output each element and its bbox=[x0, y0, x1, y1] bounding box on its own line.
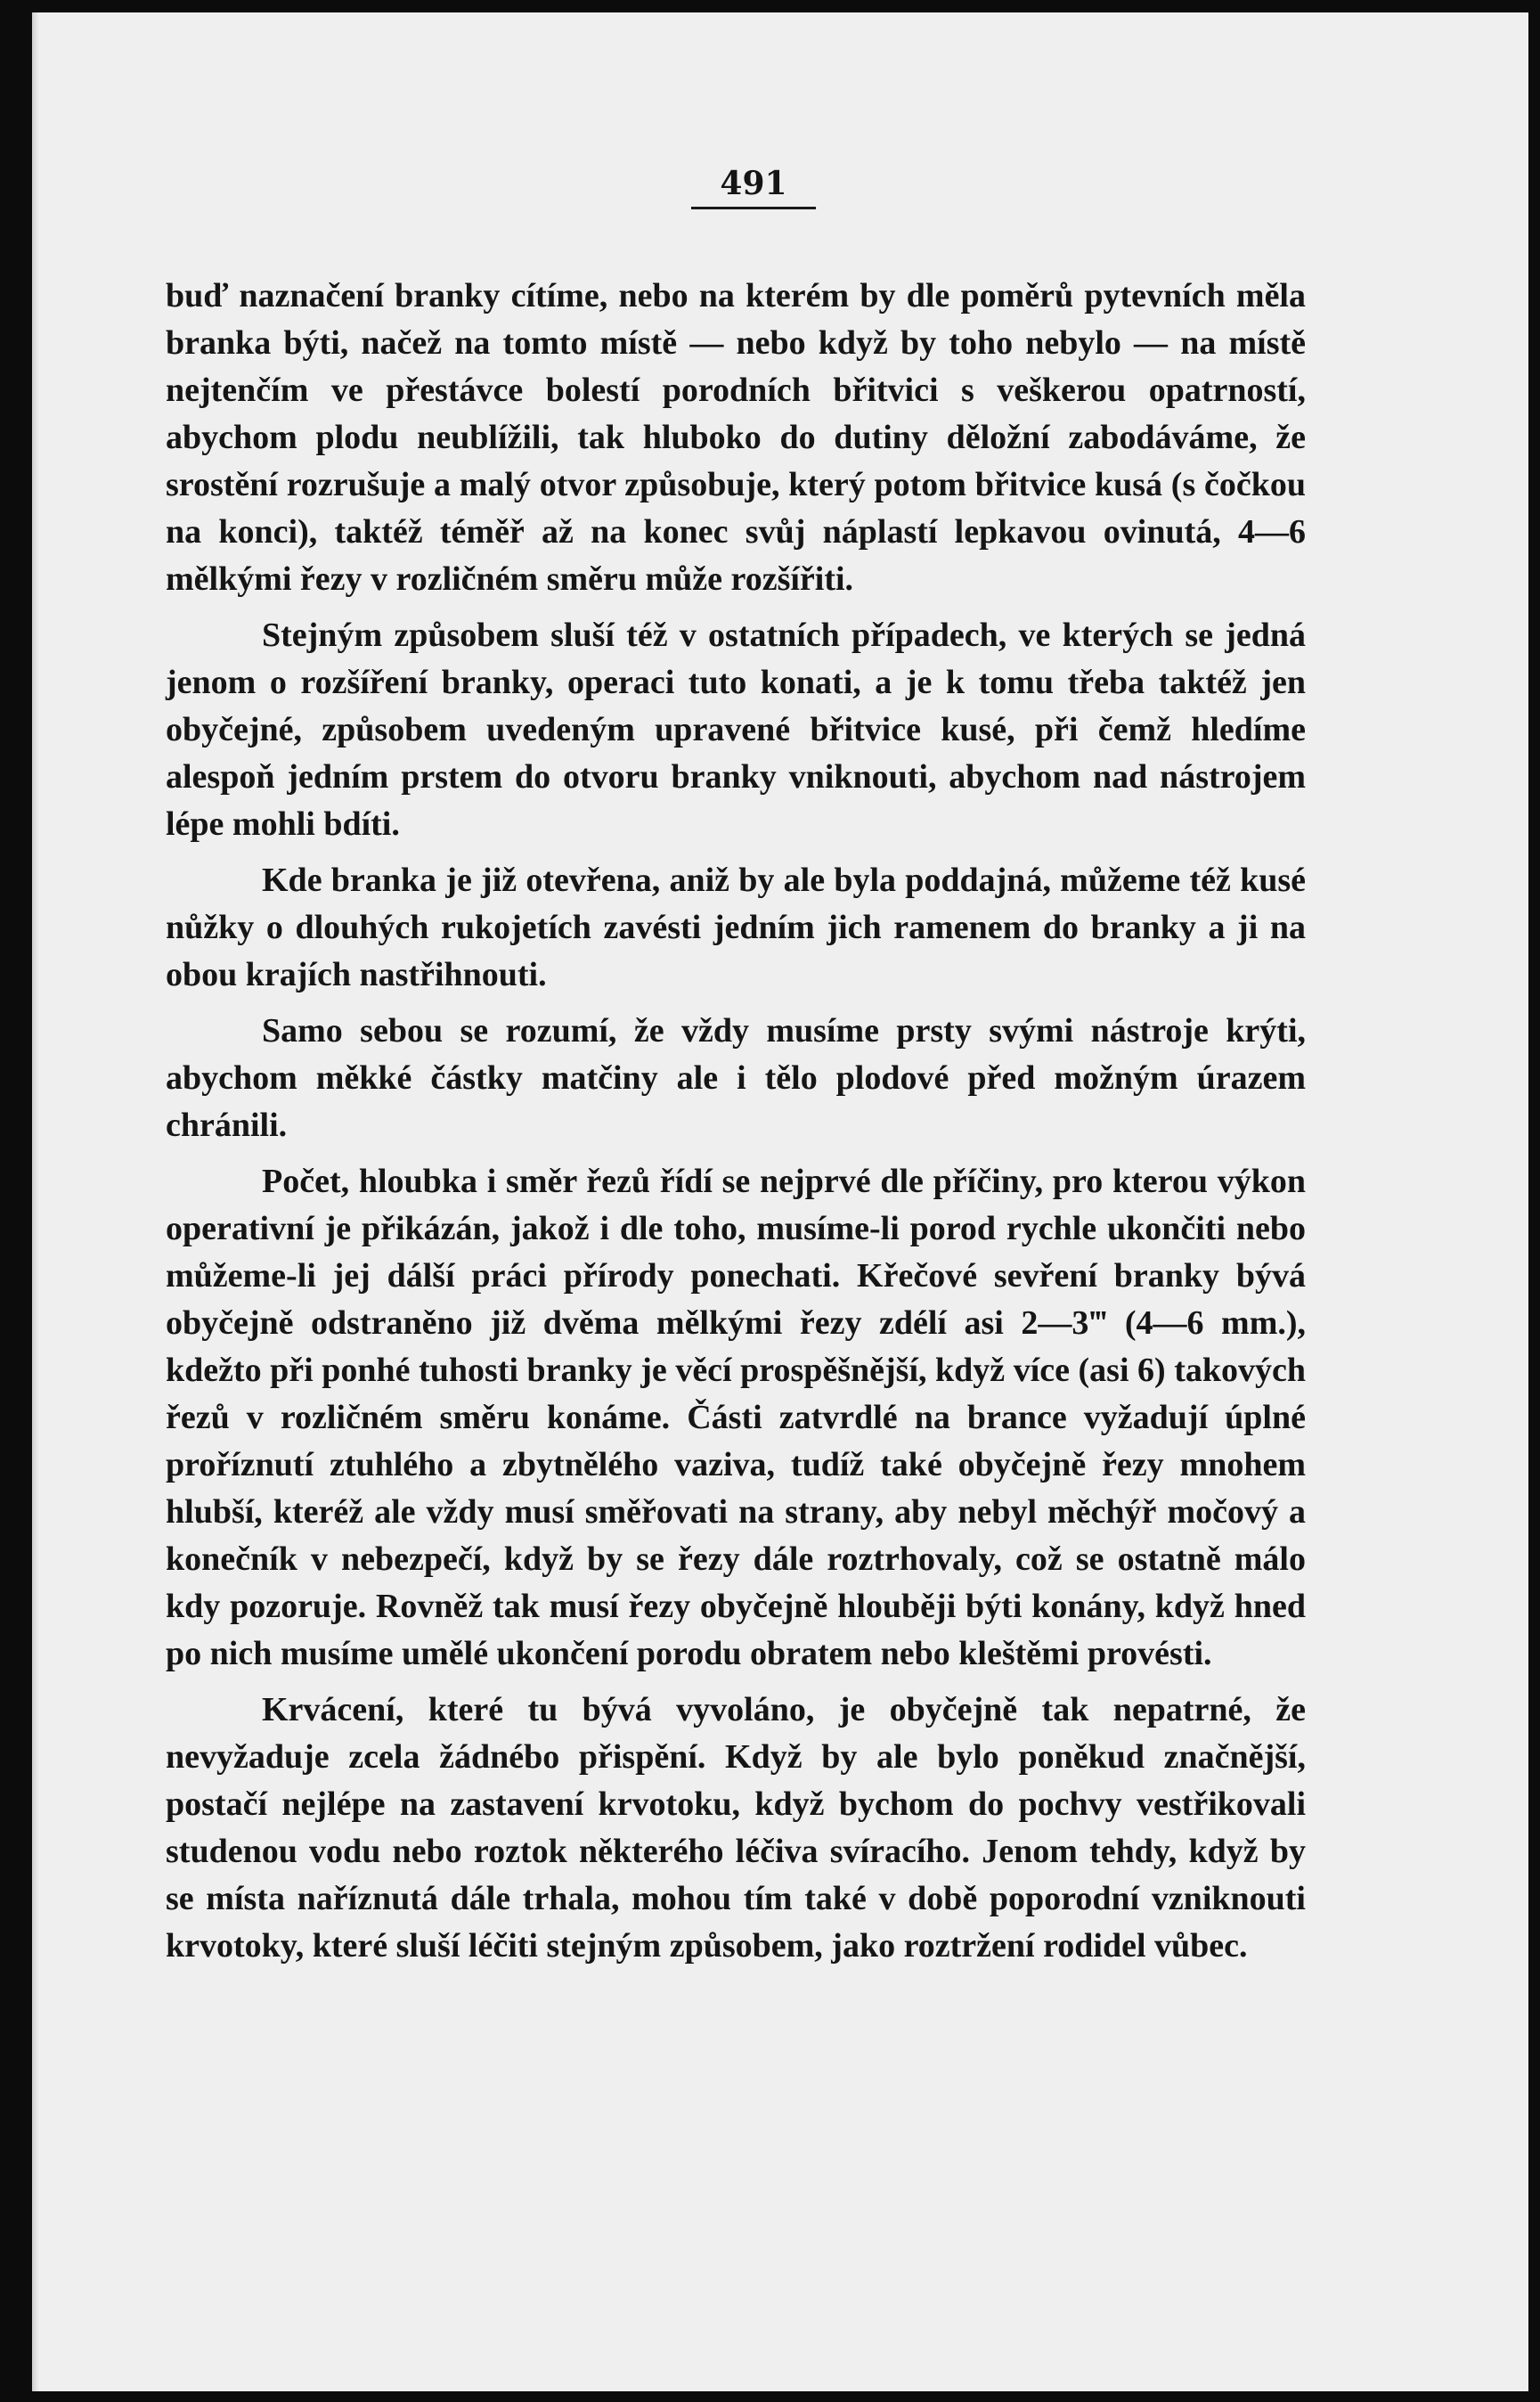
paragraph-6: Krvácení, které tu bývá vyvoláno, je obyčejně tak nepatrné, že nevyžaduje zcela žádnébo přispění. Když by ale bylo poněkud značnější, postačí nejlépe na zastavení krvotoku, když bychom do pochvy vestřikovali studenou vodu nebo roztok některého léčiva svíracího. Jenom tehdy, když by se místa naříznutá dále trhala, mohou tím také v době poporodní vzniknouti krvotoky, které sluší léčiti stejným způsobem, jako roztržení rodidel vůbec. bbox=[166, 1691, 1306, 1965]
paragraph-4: Samo sebou se rozumí, že vždy musíme prsty svými nástroje krýti, abychom měkké částky matčiny ale i tělo plodové před možným úrazem chránili. bbox=[166, 1012, 1306, 1144]
scanned-page bbox=[32, 12, 1528, 2391]
paragraph-5: Počet, hloubka i směr řezů řídí se nejprvé dle příčiny, pro kterou výkon operativní je přikázán, jakož i dle toho, musíme-li porod rychle ukončiti nebo můžeme-li jej dálší práci přírody ponechati. Křečové sevření branky bývá obyčejně odstraněno již dvěma mělkými řezy zdélí asi 2—3‴ (4—6 mm.), kdežto při ponhé tuhosti branky je věcí prospěšnější, když více (asi 6) takových řezů v rozličném směru konáme. Části zatvrdlé na brance vyžadují úplné proříznutí ztuhlého a zbytnělého vaziva, tudíž také obyčejně řezy mnohem hlubší, kteréž ale vždy musí směřovati na strany, aby nebyl měchýř močový a konečník v nebezpečí, když by se řezy dále roztrhovaly, což se ostatně málo kdy pozoruje. Rovněž tak musí řezy obyčejně hlouběji býti konány, když hned po nich musíme umělé ukončení porodu obratem nebo kleštěmi provésti. bbox=[166, 1163, 1306, 1672]
page-edge-shadow bbox=[32, 12, 39, 2391]
paragraph-3: Kde branka je již otevřena, aniž by ale byla poddajná, můžeme též kusé nůžky o dlouhých rukojetích zavésti jedním jich ramenem do branky a ji na obou krajích nastřihnouti. bbox=[166, 862, 1306, 993]
page-number-underline bbox=[691, 207, 816, 209]
paragraph-1: buď naznačení branky cítíme, nebo na kterém by dle poměrů pytevních měla branka býti, načež na tomto místě — nebo když by toho nebylo — na místě nejtenčím ve přestávce bolestí porodních břitvici s veškerou opatrností, abychom plodu neublížili, tak hluboko do dutiny děložní zabodáváme, že srostění rozrušuje a malý otvor způsobuje, který potom břitvice kusá (s čočkou na konci), taktéž téměř až na konec svůj náplastí lepkavou ovinutá, 4—6 mělkými řezy v rozličném směru může rozšířiti. bbox=[166, 277, 1306, 598]
page-number: 491 bbox=[720, 165, 787, 202]
paragraph-2: Stejným způsobem sluší též v ostatních případech, ve kterých se jedná jenom o rozšíření branky, operaci tuto konati, a je k tomu třeba taktéž jen obyčejné, způsobem uvedeným upravené břitvice kusé, při čemž hledíme alespoň jedním prstem do otvoru branky vniknouti, abychom nad nástrojem lépe mohli bdíti. bbox=[166, 617, 1306, 843]
body-text bbox=[166, 273, 1306, 1979]
